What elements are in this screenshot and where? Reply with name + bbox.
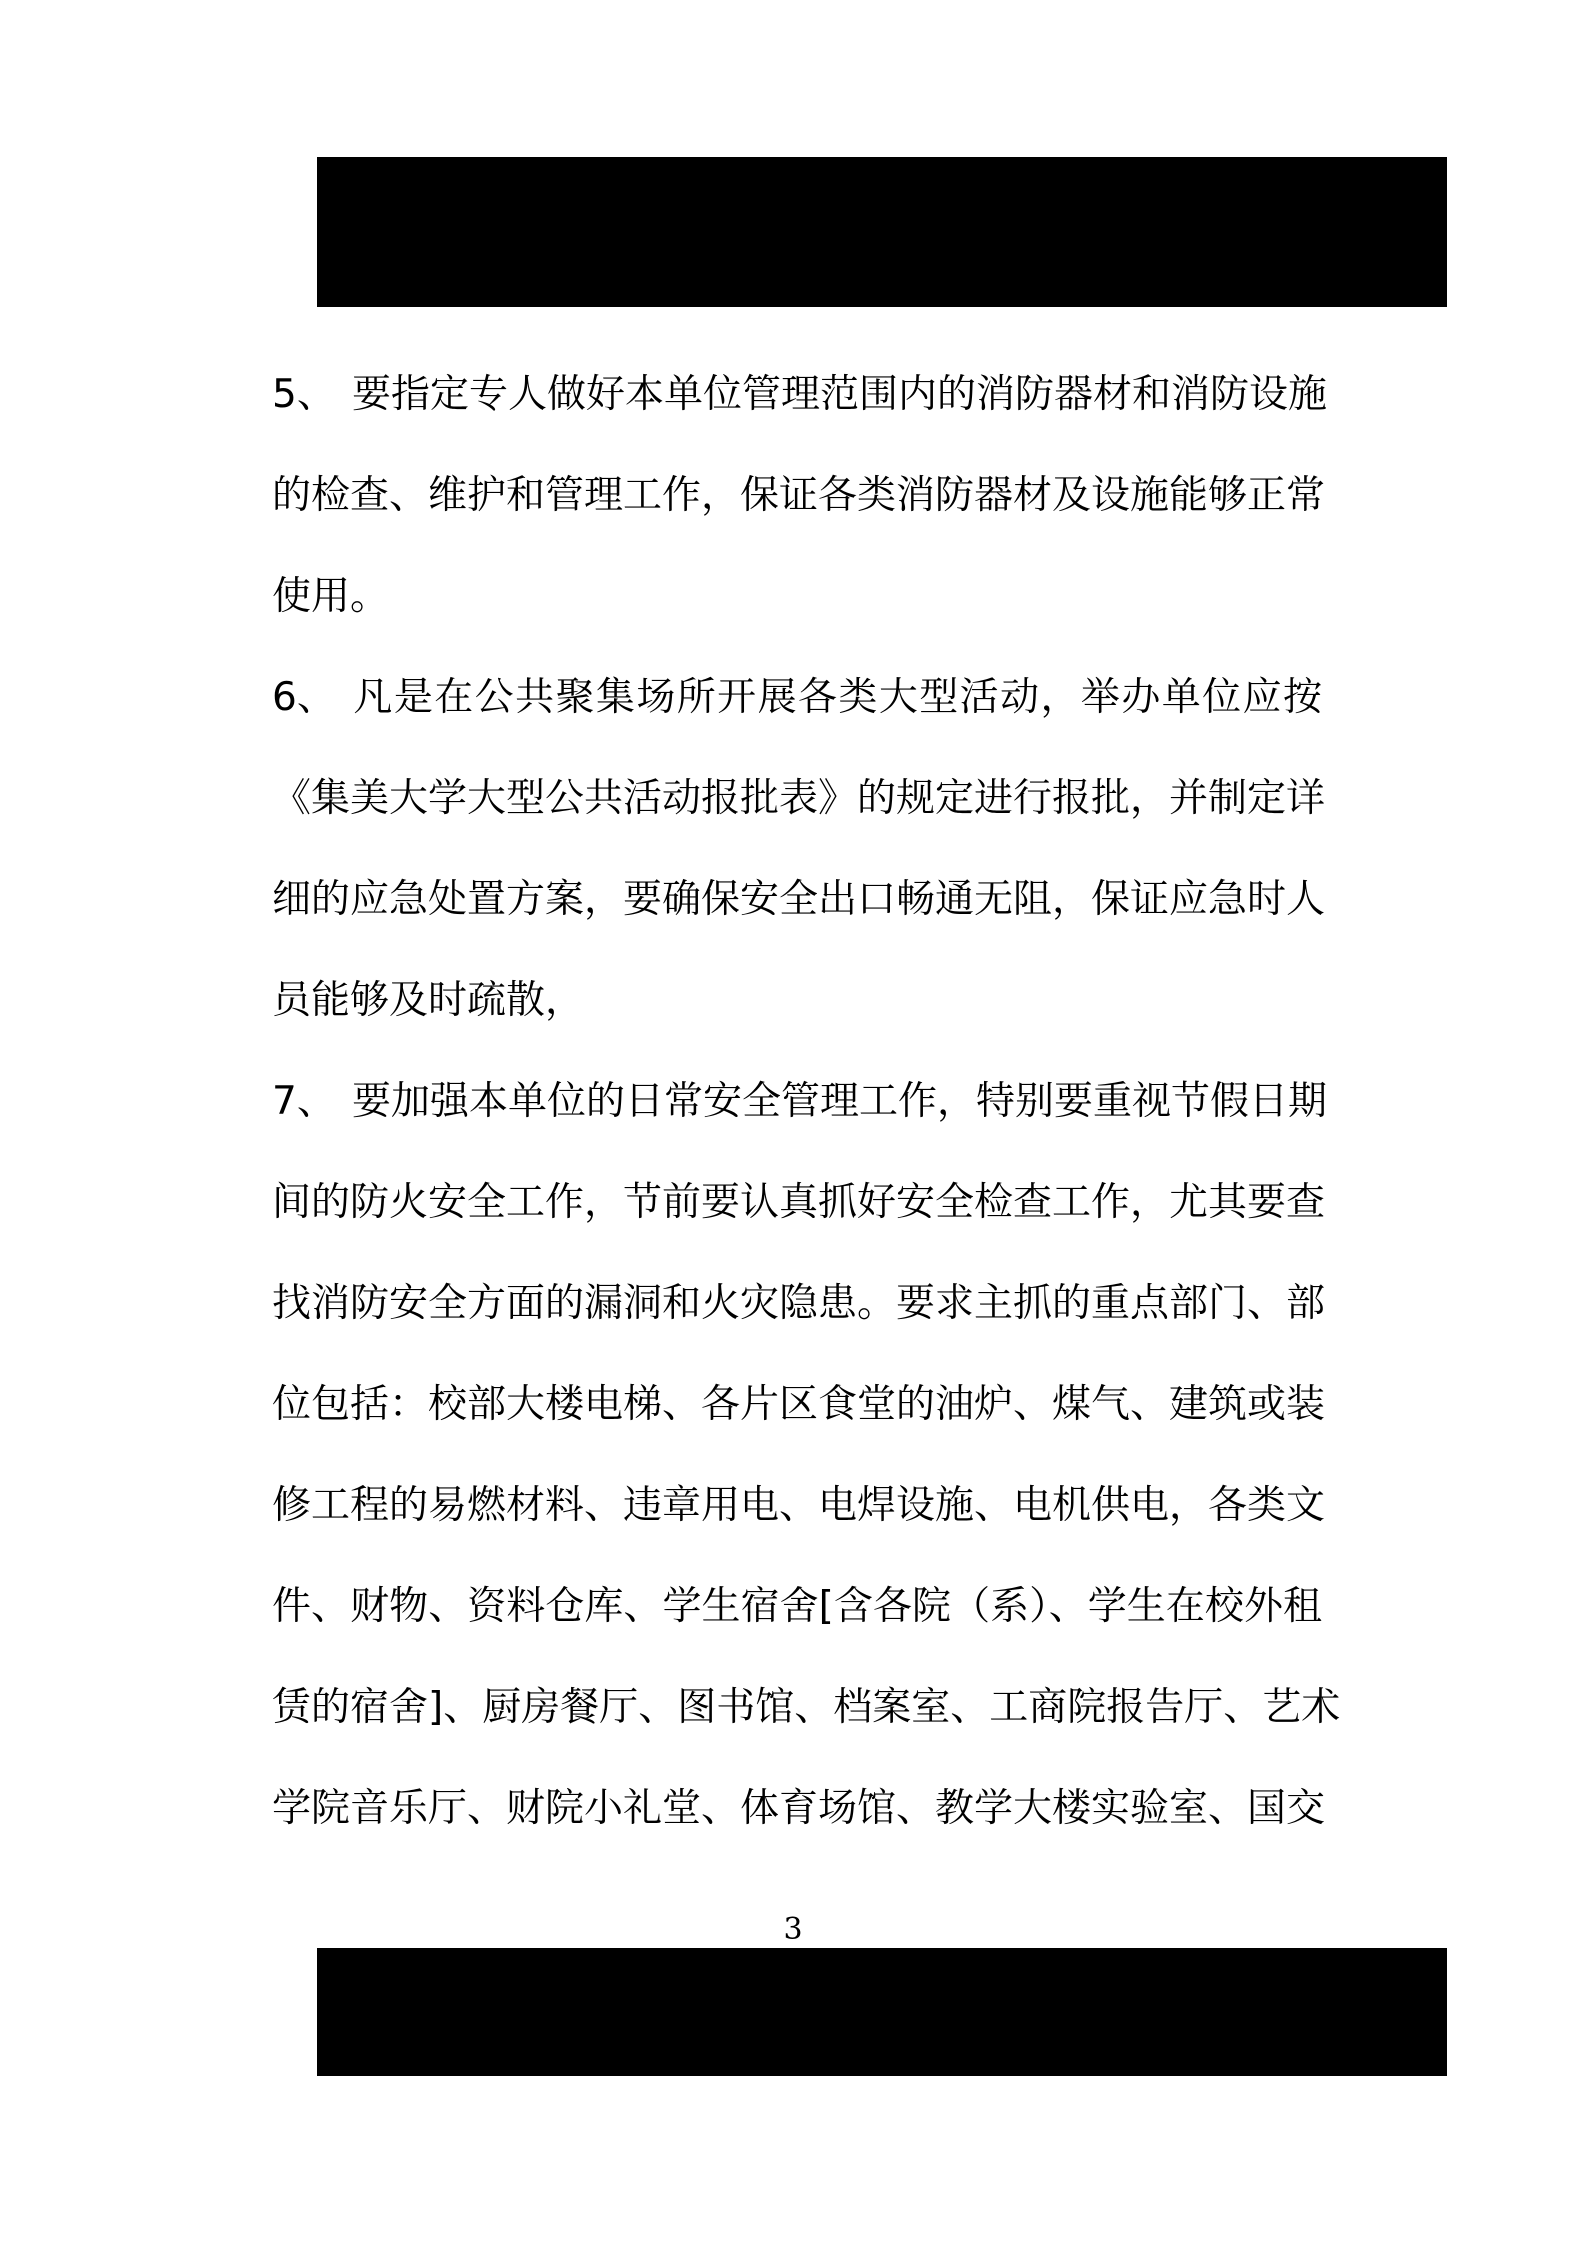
item-text: 要指定专人做好本单位管理范围内的消防器材和消防设施 xyxy=(352,372,1328,417)
redaction-bar-top xyxy=(317,157,1447,307)
item-number: 7、 xyxy=(272,1079,336,1124)
item-6-line-2: 《集美大学大型公共活动报批表》的规定进行报批，并制定详 xyxy=(272,776,1326,821)
item-7-line-7: 赁的宿舍]、厨房餐厅、图书馆、档案室、工商院报告厅、艺术 xyxy=(272,1685,1341,1730)
item-7-line-2: 间的防火安全工作，节前要认真抓好安全检查工作，尤其要查 xyxy=(272,1180,1326,1225)
page-number: 3 xyxy=(783,1912,803,1947)
item-6-line-1 xyxy=(272,668,1322,728)
item-5-line-2: 的检查、维护和管理工作，保证各类消防器材及设施能够正常 xyxy=(272,473,1326,518)
item-7-line-6: 件、财物、资料仓库、学生宿舍[含各院（系）、学生在校外租 xyxy=(272,1584,1322,1629)
item-7-line-8: 学院音乐厅、财院小礼堂、体育场馆、教学大楼实验室、国交 xyxy=(272,1786,1326,1831)
item-7-line-4: 位包括：校部大楼电梯、各片区食堂的油炉、煤气、建筑或装 xyxy=(272,1382,1326,1427)
redaction-bar-bottom xyxy=(317,1948,1447,2076)
item-5-line-1 xyxy=(272,365,1328,425)
item-5-line-3: 使用。 xyxy=(272,574,390,619)
item-6-line-3: 细的应急处置方案，要确保安全出口畅通无阻，保证应急时人 xyxy=(272,877,1326,922)
item-7-line-1 xyxy=(272,1072,1328,1132)
item-number: 5、 xyxy=(272,372,336,417)
item-number: 6、 xyxy=(272,675,336,720)
item-7-line-3: 找消防安全方面的漏洞和火灾隐患。要求主抓的重点部门、部 xyxy=(272,1281,1326,1326)
item-7-line-5: 修工程的易燃材料、违章用电、电焊设施、电机供电，各类文 xyxy=(272,1483,1326,1528)
item-text: 要加强本单位的日常安全管理工作，特别要重视节假日期 xyxy=(352,1079,1328,1124)
item-text: 凡是在公共聚集场所开展各类大型活动，举办单位应按 xyxy=(352,675,1322,720)
item-6-line-4: 员能够及时疏散， xyxy=(272,978,585,1023)
